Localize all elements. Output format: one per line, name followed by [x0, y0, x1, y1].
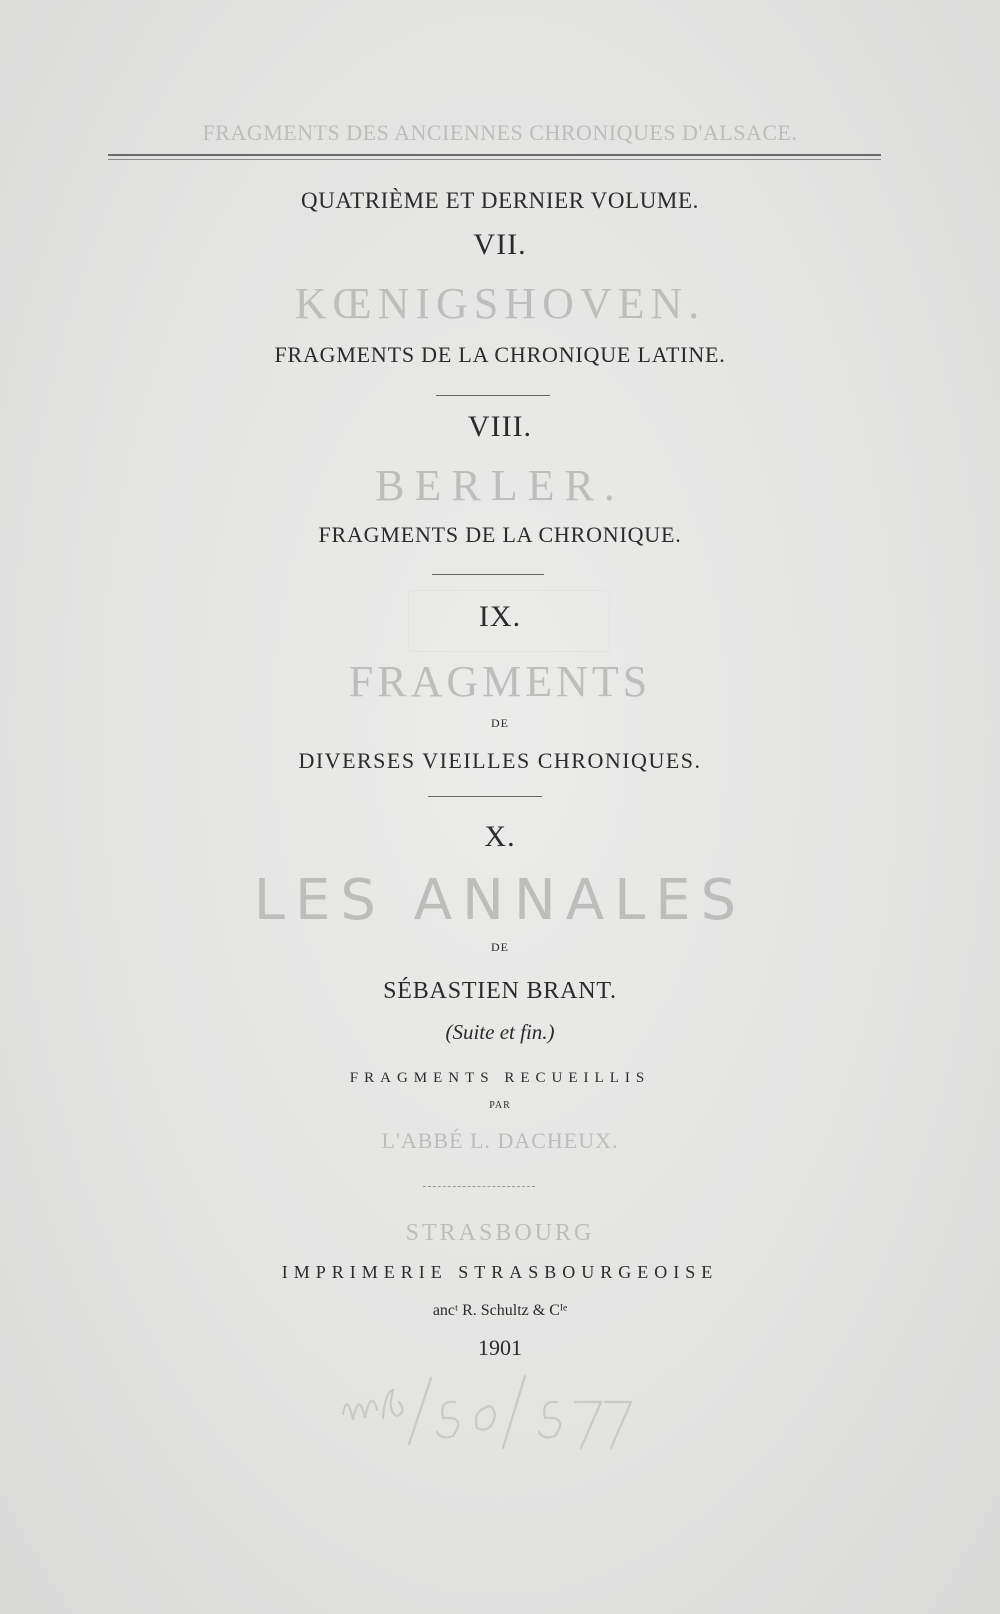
printer: IMPRIMERIE STRASBOURGEOISE — [281, 1262, 719, 1282]
suite-note: (Suite et fin.) — [445, 1020, 555, 1044]
section-subtitle: FRAGMENTS DE LA CHRONIQUE LATINE. — [274, 342, 726, 367]
section-subtitle: SÉBASTIEN BRANT. — [383, 978, 617, 1004]
section-number: IX. — [478, 600, 522, 633]
double-rule — [108, 154, 881, 160]
section-number: VIII. — [467, 410, 533, 443]
handwritten-shelfmark — [335, 1372, 655, 1452]
par-label: PAR — [489, 1100, 511, 1111]
running-head: FRAGMENTS DES ANCIENNES CHRONIQUES D'ALSACE. — [202, 120, 798, 145]
section-number: VII. — [473, 228, 527, 261]
year: 1901 — [478, 1335, 522, 1360]
recueillis-label: FRAGMENTS RECUEILLIS — [349, 1070, 651, 1086]
section-divider — [428, 796, 542, 797]
section-de: DE — [491, 716, 509, 730]
ornamental-rule — [423, 1186, 535, 1187]
section-number: X. — [484, 820, 516, 853]
city: STRASBOURG — [405, 1220, 595, 1246]
section-title: FRAGMENTS — [348, 657, 652, 706]
section-title: BERLER. — [375, 461, 625, 510]
section-subtitle: FRAGMENTS DE LA CHRONIQUE. — [318, 522, 682, 547]
printer-subtitle: ancᵗ R. Schultz & Cᴵᵉ — [432, 1302, 568, 1319]
volume-label: QUATRIÈME ET DERNIER VOLUME. — [301, 188, 699, 213]
section-divider — [432, 574, 544, 575]
section-title: LES ANNALES — [253, 868, 747, 933]
section-title: KŒNIGSHOVEN. — [294, 279, 706, 328]
section-divider — [436, 395, 550, 396]
section-subtitle: DIVERSES VIEILLES CHRONIQUES. — [298, 748, 702, 773]
author: L'ABBÉ L. DACHEUX. — [381, 1128, 619, 1153]
section-de: DE — [491, 940, 509, 954]
